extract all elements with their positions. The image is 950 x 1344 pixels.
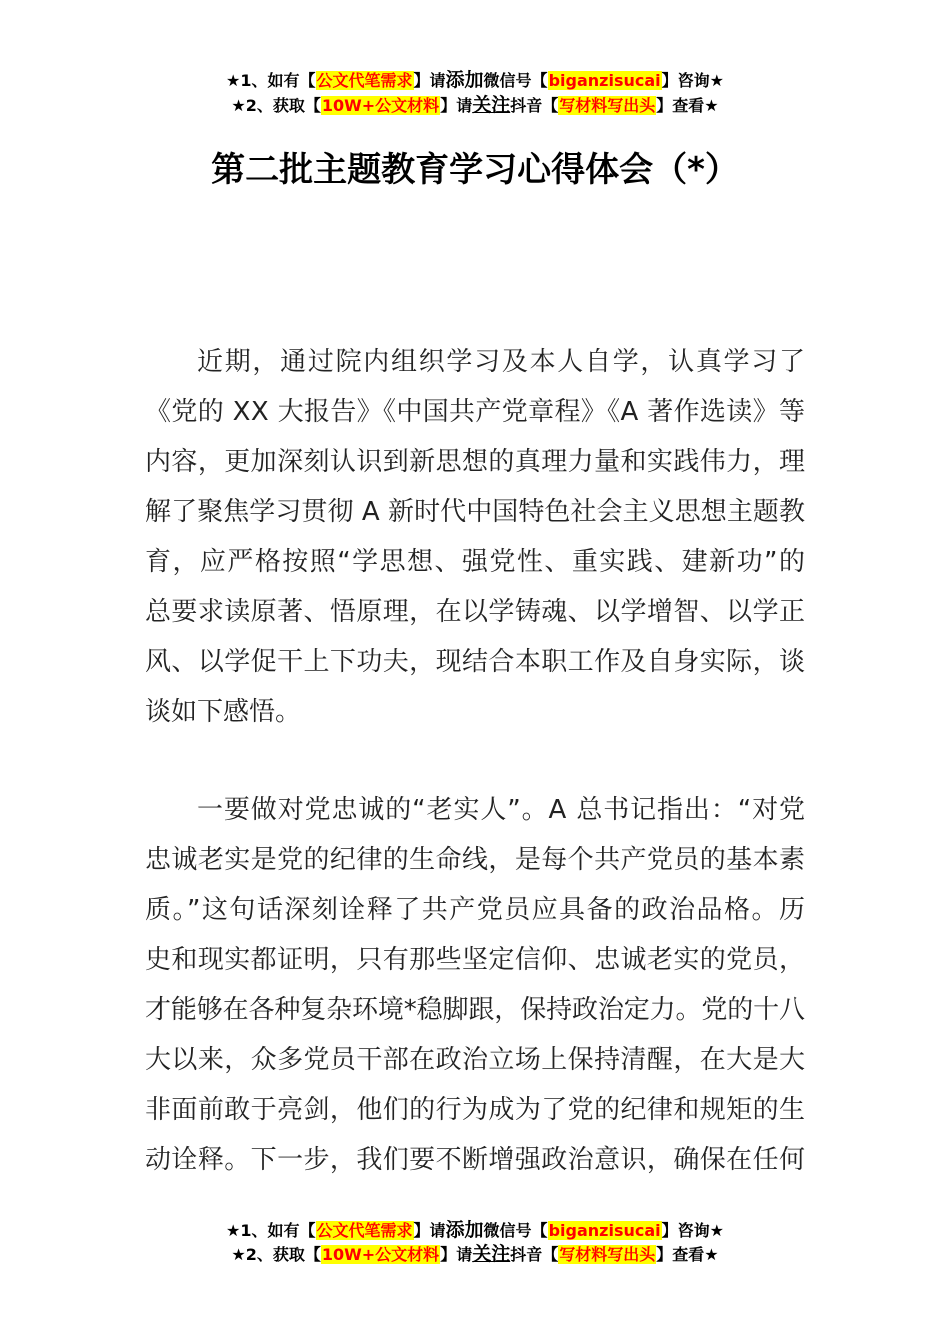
footer-line-2-suffix: 】查看★ (656, 1245, 719, 1264)
body-line-text: 谈如下感悟。 (145, 697, 302, 727)
footer-highlight-wechat-id: biganzisucai (548, 1221, 661, 1240)
body-line-text: 风、以学促干上下功夫，现结合本职工作及自身实际，谈 (145, 647, 806, 677)
body-line (145, 637, 805, 687)
body-line (145, 935, 805, 985)
body-line (145, 835, 805, 885)
body-line (145, 1085, 805, 1135)
body-line (145, 387, 805, 437)
body-line (145, 687, 805, 737)
body-paragraph-2 (145, 785, 805, 1185)
body-line (145, 1135, 805, 1185)
banner-line-2 (0, 93, 950, 118)
banner-line-1-prefix: ★1、如有【 (226, 71, 316, 90)
body-line (145, 885, 805, 935)
body-line-text: 《党的 XX 大报告》《中国共产党章程》《A 著作选读》等 (145, 397, 806, 427)
emphasis-follow: 关注 (472, 94, 511, 116)
footer-highlight-materials: 10W+公文材料 (321, 1245, 440, 1264)
body-line-text: 内容，更加深刻认识到新思想的真理力量和实践伟力，理 (145, 447, 806, 477)
body-line-text: 一要做对党忠诚的“老实人”。A 总书记指出：“对党 (197, 795, 806, 825)
banner-line-1-connector: 】请 (413, 71, 446, 90)
body-line-text: 解了聚焦学习贯彻 A 新时代中国特色社会主义思想主题教 (145, 497, 806, 527)
body-line-text: 大以来，众多党员干部在政治立场上保持清醒，在大是大 (145, 1045, 806, 1075)
highlight-writing-service: 公文代笔需求 (316, 71, 413, 90)
body-line (145, 537, 805, 587)
header-banner (0, 68, 950, 118)
body-line-text: 近期，通过院内组织学习及本人自学，认真学习了 (197, 347, 807, 377)
footer-line-1-suffix: 】咨询★ (661, 1221, 724, 1240)
footer-line-2-connector: 】请 (440, 1245, 473, 1264)
body-line (145, 587, 805, 637)
banner-line-1-suffix: 】咨询★ (661, 71, 724, 90)
banner-line-2-suffix: 】查看★ (656, 96, 719, 115)
footer-line-1-wechat-label: 微信号【 (483, 1221, 548, 1240)
document-title: 第二批主题教育学习心得体会（*） (211, 150, 739, 190)
banner-line-2-douyin-label: 抖音【 (510, 96, 559, 115)
body-line (145, 337, 805, 387)
body-line-text: 史和现实都证明，只有那些坚定信仰、忠诚老实的党员， (145, 945, 806, 975)
footer-line-1-connector: 】请 (413, 1221, 446, 1240)
footer-banner-line-1 (0, 1218, 950, 1242)
highlight-douyin-account: 写材料写出头 (559, 96, 656, 115)
body-line-text: 非面前敢于亮剑，他们的行为成为了党的纪律和规矩的生 (145, 1095, 806, 1125)
footer-line-2-douyin-label: 抖音【 (510, 1245, 559, 1264)
body-paragraph-1 (145, 337, 805, 737)
banner-line-2-connector: 】请 (440, 96, 473, 115)
banner-line-1 (0, 68, 950, 93)
highlight-materials: 10W+公文材料 (321, 96, 440, 115)
body-line (145, 785, 805, 835)
body-line-text: 忠诚老实是党的纪律的生命线，是每个共产党员的基本素 (145, 845, 806, 875)
body-line-text: 质。”这句话深刻诠释了共产党员应具备的政治品格。历 (145, 895, 807, 925)
footer-emphasis-add: 添加 (445, 1219, 484, 1241)
body-line-text: 才能够在各种复杂环境*稳脚跟，保持政治定力。党的十八 (145, 995, 805, 1025)
body-line-text: 总要求读原著、悟原理，在以学铸魂、以学增智、以学正 (145, 597, 806, 627)
banner-line-2-prefix: ★2、获取【 (231, 96, 321, 115)
footer-banner-line-2 (0, 1242, 950, 1266)
body-line-text: 育，应严格按照“学思想、强党性、重实践、建新功”的 (145, 547, 807, 577)
body-line (145, 1035, 805, 1085)
body-line-text: 动诠释。下一步，我们要不断增强政治意识，确保在任何 (145, 1145, 806, 1175)
banner-line-1-wechat-label: 微信号【 (483, 71, 548, 90)
footer-line-1-prefix: ★1、如有【 (226, 1221, 316, 1240)
emphasis-add: 添加 (445, 69, 484, 91)
footer-line-2-prefix: ★2、获取【 (231, 1245, 321, 1264)
footer-banner (0, 1218, 950, 1266)
footer-highlight-writing-service: 公文代笔需求 (316, 1221, 413, 1240)
footer-emphasis-follow: 关注 (472, 1243, 511, 1265)
body-line (145, 437, 805, 487)
body-line (145, 487, 805, 537)
body-line (145, 985, 805, 1035)
highlight-wechat-id: biganzisucai (548, 71, 661, 90)
footer-highlight-douyin-account: 写材料写出头 (559, 1245, 656, 1264)
